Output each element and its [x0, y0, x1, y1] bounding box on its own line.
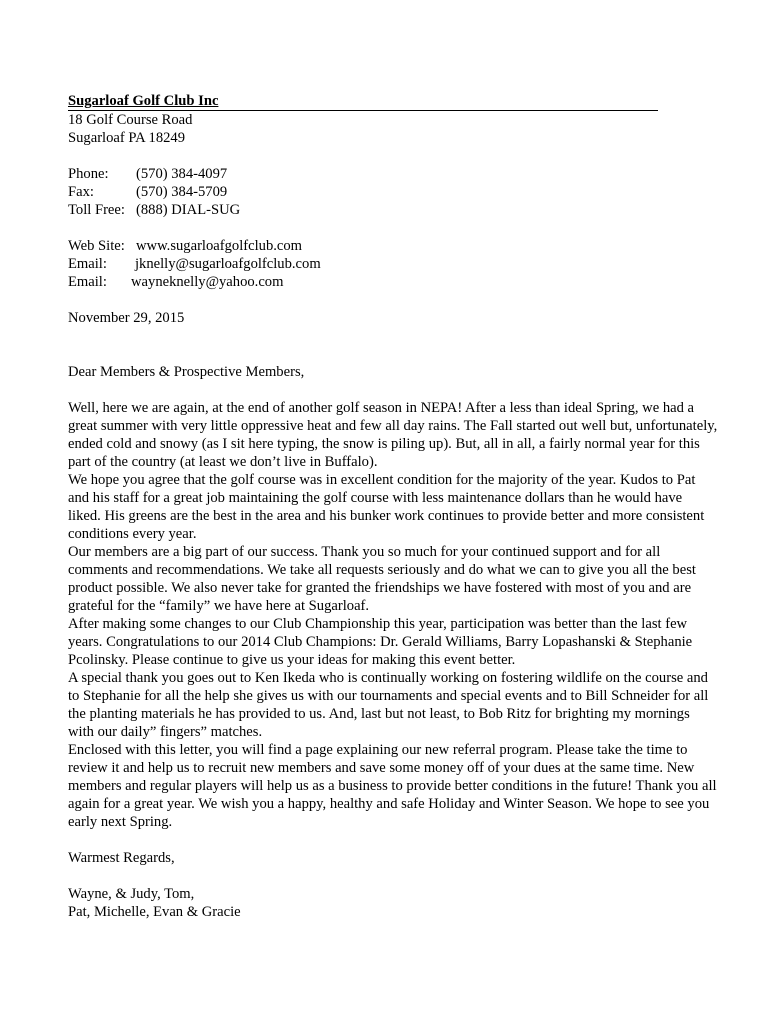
address-line-1: 18 Golf Course Road	[68, 112, 193, 128]
signature-line-1: Wayne, & Judy, Tom,	[68, 886, 195, 902]
letter	[68, 93, 718, 921]
spacer	[68, 867, 718, 885]
spacer	[68, 831, 718, 849]
email-label-1: Email:	[68, 256, 107, 272]
website-row	[68, 237, 718, 255]
body-paragraph: Our members are a big part of our success. Thank you so much for your continued support and for all comments and recommendations. We take all requests seriously and do what we can to give you all the best product possible. We also never take for granted the friendships we have fostered with most of you and are grateful for the “family” we have here at Sugarloaf.	[68, 544, 696, 614]
org-name: Sugarloaf Golf Club Inc	[68, 93, 658, 111]
salutation: Dear Members & Prospective Members,	[68, 364, 305, 380]
phone-row	[68, 165, 718, 183]
phone-value: (570) 384-4097	[136, 166, 228, 182]
website-label: Web Site:	[68, 238, 125, 254]
spacer	[68, 291, 718, 309]
website-value[interactable]: www.sugarloafgolfclub.com	[136, 238, 303, 254]
email-row-2	[68, 273, 718, 291]
body-paragraph: We hope you agree that the golf course was in excellent condition for the majority of the year. Kudos to Pat and his staff for a great job maintaining the golf course with less maintenance dollars than he would have liked. His greens are the best in the area and his bunker work continues to provide better and more consistent conditions every year.	[68, 472, 705, 542]
tollfree-label: Toll Free:	[68, 202, 125, 218]
spacer	[68, 345, 718, 363]
closing: Warmest Regards,	[68, 850, 175, 866]
email-row-1	[68, 255, 718, 273]
spacer	[68, 327, 718, 345]
address-line-2: Sugarloaf PA 18249	[68, 130, 186, 146]
fax-label: Fax:	[68, 184, 94, 200]
spacer	[68, 147, 718, 165]
email-label-2: Email:	[68, 274, 107, 290]
signature-line-2: Pat, Michelle, Evan & Gracie	[68, 904, 241, 920]
tollfree-value: (888) DIAL-SUG	[136, 202, 241, 218]
email-value-1[interactable]: jknelly@sugarloafgolfclub.com	[135, 256, 321, 272]
fax-row	[68, 183, 718, 201]
body-paragraph: Enclosed with this letter, you will find a page explaining our new referral program. Please take the time to review it and help us to recruit new members and save some money off of your dues at the same time. New members and regular players will help us as a business to provide better conditions in the future! Thank you all again for a great year. We wish you a happy, healthy and safe Holiday and Winter Season. We hope to see you early next Spring.	[68, 742, 717, 830]
phone-label: Phone:	[68, 166, 109, 182]
tollfree-row	[68, 201, 718, 219]
body-paragraph: Well, here we are again, at the end of another golf season in NEPA! After a less than ideal Spring, we had a great summer with very little oppressive heat and few all day rains. The Fall started out well but, unfortunately, ended cold and snowy (as I sit here typing, the snow is piling up). But, all in all, a fairly normal year for this part of the country (at least we don’t live in Buffalo).	[68, 400, 718, 470]
fax-value: (570) 384-5709	[136, 184, 228, 200]
body-paragraph: After making some changes to our Club Championship this year, participation was better than the last few years. Congratulations to our 2014 Club Champions: Dr. Gerald Williams, Barry Lopashanski & Stephanie Pcolinsky. Please continue to give us your ideas for making this event better.	[68, 616, 693, 668]
email-value-2[interactable]: wayneknelly@yahoo.com	[131, 274, 284, 290]
body-paragraph: A special thank you goes out to Ken Ikeda who is continually working on fostering wildlife on the course and to Stephanie for all the help she gives us with our tournaments and special events and to Bill Schneider for all the planting materials he has provided to us. And, last but not least, to Bob Ritz for brighting my mornings with our daily” fingers” matches.	[68, 670, 709, 740]
spacer	[68, 219, 718, 237]
letter-date: November 29, 2015	[68, 310, 185, 326]
spacer	[68, 381, 718, 399]
